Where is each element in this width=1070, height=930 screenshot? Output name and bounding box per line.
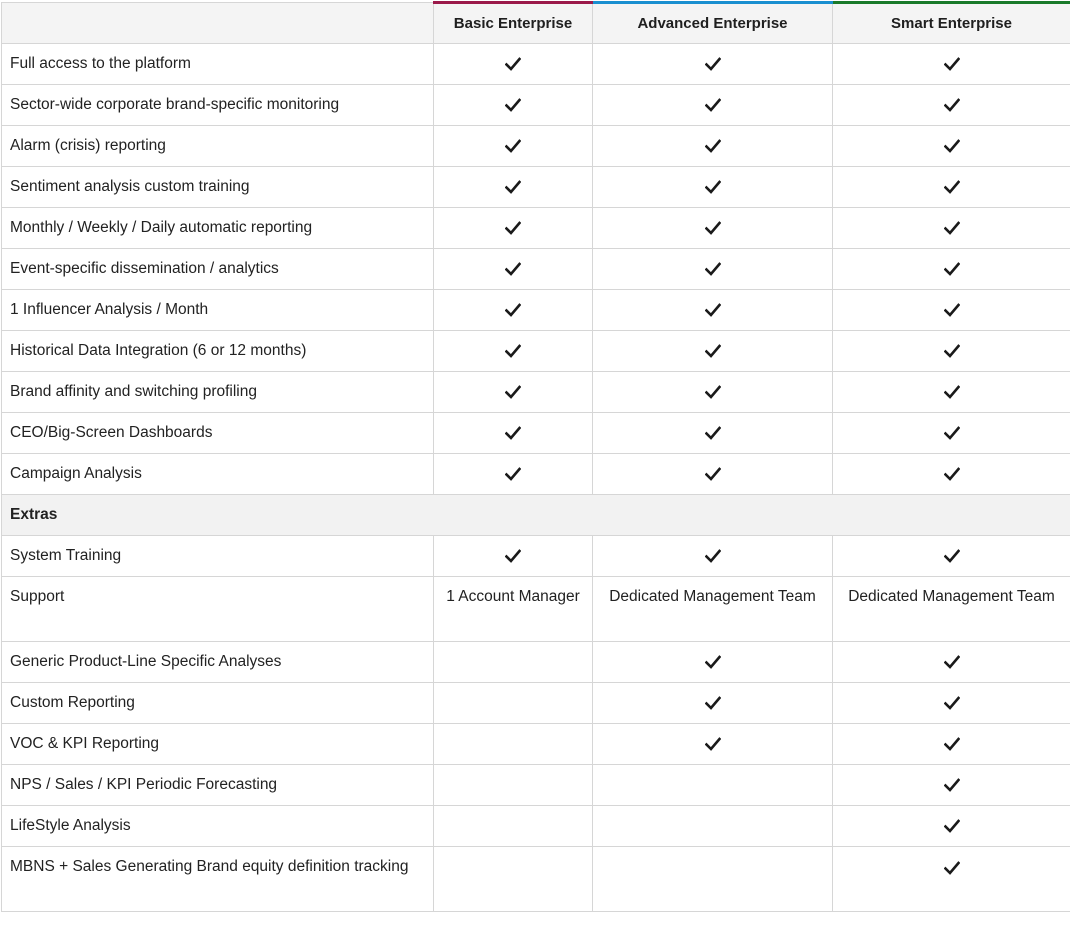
table-row [2,372,1070,413]
table-row [2,249,1070,290]
cell-basic-empty [434,847,593,912]
check-icon [705,57,721,71]
check-icon [944,655,960,669]
check-icon [705,467,721,481]
check-icon [505,426,521,440]
cell-smart-text: Dedicated Management Team [833,577,1070,642]
cell-advanced [593,724,833,765]
check-icon [505,385,521,399]
cell-basic [434,372,593,413]
cell-advanced [593,85,833,126]
check-icon [505,139,521,153]
table-row [2,208,1070,249]
check-icon [505,344,521,358]
feature-name: System Training [2,536,434,577]
check-icon [505,467,521,481]
feature-name: Historical Data Integration (6 or 12 months) [2,331,434,372]
feature-name: LifeStyle Analysis [2,806,434,847]
cell-basic-empty [434,806,593,847]
cell-advanced-empty [593,847,833,912]
feature-name: MBNS + Sales Generating Brand equity definition tracking [2,847,434,912]
extras-section-label: Extras [2,495,434,536]
cell-advanced [593,126,833,167]
cell-basic-empty [434,683,593,724]
table-row [2,413,1070,454]
table-header-row [2,3,1070,44]
table-row [2,724,1070,765]
cell-smart [833,167,1070,208]
check-icon [705,262,721,276]
check-icon [505,221,521,235]
cell-smart [833,290,1070,331]
cell-basic [434,167,593,208]
feature-name: Generic Product-Line Specific Analyses [2,642,434,683]
check-icon [505,549,521,563]
feature-name: CEO/Big-Screen Dashboards [2,413,434,454]
cell-advanced [593,642,833,683]
cell-basic-empty [434,724,593,765]
feature-name: NPS / Sales / KPI Periodic Forecasting [2,765,434,806]
check-icon [944,861,960,875]
check-icon [705,303,721,317]
pricing-comparison [1,1,1070,912]
check-icon [944,737,960,751]
cell-advanced [593,454,833,495]
feature-name: Brand affinity and switching profiling [2,372,434,413]
cell-advanced [593,249,833,290]
cell-advanced [593,208,833,249]
cell-basic [434,85,593,126]
table-body [2,44,1070,912]
cell-advanced [593,536,833,577]
table-row [2,454,1070,495]
check-icon [944,98,960,112]
feature-name: Full access to the platform [2,44,434,85]
check-icon [705,426,721,440]
cell-basic [434,208,593,249]
table-row [2,642,1070,683]
check-icon [705,549,721,563]
cell-advanced [593,413,833,454]
table-row [2,167,1070,208]
cell-smart [833,454,1070,495]
cell-advanced [593,683,833,724]
cell-basic [434,249,593,290]
cell-basic-text: 1 Account Manager [434,577,593,642]
check-icon [505,262,521,276]
check-icon [944,262,960,276]
cell-basic [434,454,593,495]
check-icon [944,696,960,710]
cell-advanced [593,167,833,208]
table-row [2,44,1070,85]
plan-header-advanced: Advanced Enterprise [593,3,833,44]
check-icon [944,139,960,153]
feature-name: Event-specific dissemination / analytics [2,249,434,290]
check-icon [944,303,960,317]
cell-smart [833,765,1070,806]
cell-smart [833,126,1070,167]
feature-name: Alarm (crisis) reporting [2,126,434,167]
check-icon [705,344,721,358]
cell-smart [833,724,1070,765]
table-row [2,126,1070,167]
check-icon [705,385,721,399]
cell-advanced [593,372,833,413]
table-row [2,85,1070,126]
table-row [2,683,1070,724]
check-icon [705,139,721,153]
table-row [2,806,1070,847]
table-row [2,577,1070,642]
cell-smart [833,44,1070,85]
cell-smart [833,847,1070,912]
check-icon [944,180,960,194]
table-row [2,290,1070,331]
cell-advanced [593,331,833,372]
cell-smart [833,536,1070,577]
feature-name: Campaign Analysis [2,454,434,495]
feature-name: Sector-wide corporate brand-specific monitoring [2,85,434,126]
cell-basic [434,44,593,85]
check-icon [944,467,960,481]
check-icon [944,385,960,399]
table-row [2,765,1070,806]
cell-smart [833,806,1070,847]
table-row [2,536,1070,577]
cell-basic-empty [434,765,593,806]
check-icon [505,57,521,71]
cell-basic [434,413,593,454]
section-filler [833,495,1070,536]
check-icon [705,655,721,669]
feature-name: Monthly / Weekly / Daily automatic reporting [2,208,434,249]
cell-smart [833,249,1070,290]
cell-smart [833,413,1070,454]
feature-name: Custom Reporting [2,683,434,724]
cell-advanced [593,44,833,85]
check-icon [944,549,960,563]
cell-basic [434,536,593,577]
feature-name: VOC & KPI Reporting [2,724,434,765]
cell-smart [833,372,1070,413]
check-icon [705,221,721,235]
table-row [2,331,1070,372]
cell-smart [833,642,1070,683]
check-icon [705,737,721,751]
cell-smart [833,85,1070,126]
cell-smart [833,208,1070,249]
feature-column-header [2,3,434,44]
check-icon [505,180,521,194]
check-icon [944,221,960,235]
table-row [2,847,1070,912]
check-icon [944,57,960,71]
section-filler [434,495,593,536]
section-filler [593,495,833,536]
cell-advanced [593,290,833,331]
check-icon [944,778,960,792]
feature-name: Sentiment analysis custom training [2,167,434,208]
feature-name: Support [2,577,434,642]
check-icon [505,303,521,317]
cell-advanced-empty [593,806,833,847]
cell-advanced-text: Dedicated Management Team [593,577,833,642]
plan-header-smart: Smart Enterprise [833,3,1070,44]
cell-basic [434,126,593,167]
check-icon [705,696,721,710]
cell-basic [434,290,593,331]
check-icon [705,180,721,194]
check-icon [505,98,521,112]
check-icon [944,344,960,358]
cell-advanced-empty [593,765,833,806]
feature-name: 1 Influencer Analysis / Month [2,290,434,331]
extras-section-row [2,495,1070,536]
check-icon [944,819,960,833]
check-icon [944,426,960,440]
cell-basic-empty [434,642,593,683]
plan-header-basic: Basic Enterprise [434,3,593,44]
plan-comparison-table [1,1,1070,912]
cell-smart [833,331,1070,372]
cell-basic [434,331,593,372]
check-icon [705,98,721,112]
cell-smart [833,683,1070,724]
